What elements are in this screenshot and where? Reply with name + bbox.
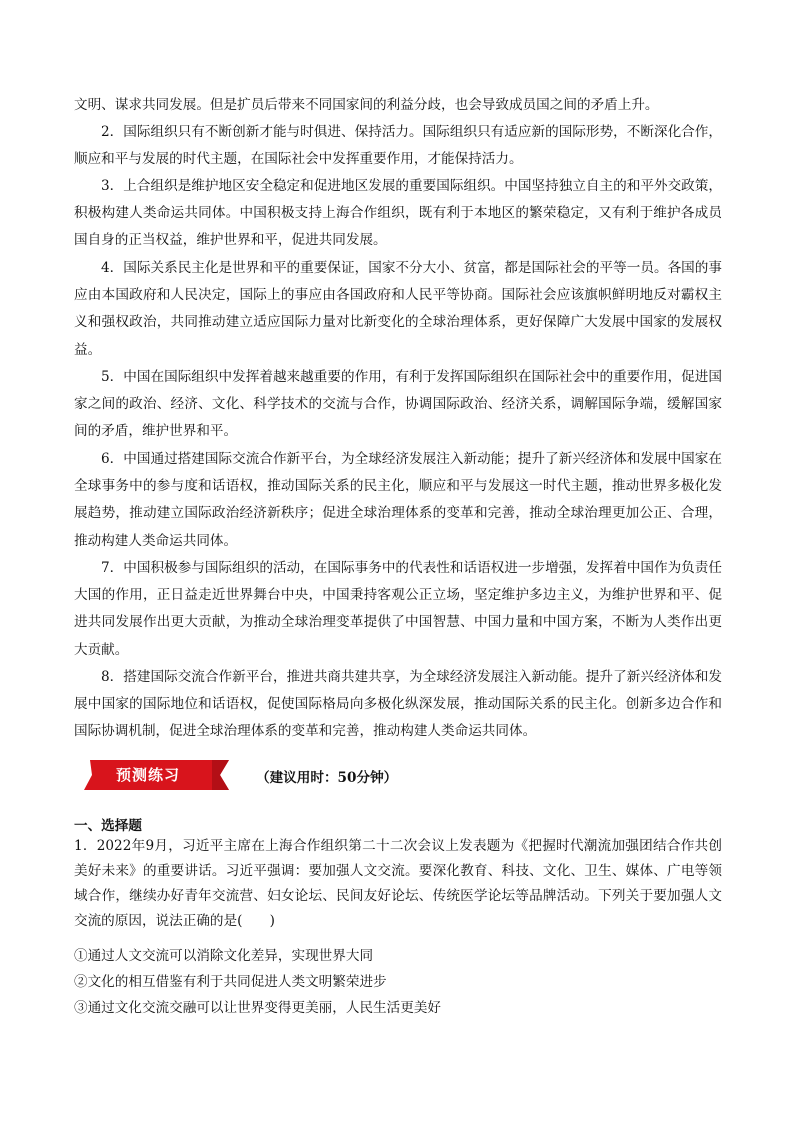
suggested-time-note: （建议用时：50分钟） [256, 770, 398, 786]
answer-paragraph-4: 4．国际关系民主化是世界和平的重要保证，国家不分大小、贫富，都是国际社会的平等一员。各国的事应由本国政府和人民决定，国际上的事应由各国政府和人民平等协商。国际社会应该旗帜鲜明地反对霸权主义和强权政治，共同推动建立适应国际力量对比新变化的全球治理体系，更好保障广大发展中国家的发展权益。 [74, 260, 722, 358]
option-3: ③通过文化交流交融可以让世界变得更美丽，人民生活更美好 [74, 1000, 442, 1016]
answer-paragraph-2: 2．国际组织只有不断创新才能与时俱进、保持活力。国际组织只有适应新的国际形势，不断深化合作，顺应和平与发展的时代主题，在国际社会中发挥重要作用，才能保持活力。 [74, 124, 722, 168]
option-2: ②文化的相互借鉴有利于共同促进人类文明繁荣进步 [74, 974, 387, 990]
answer-paragraph-8: 8．搭建国际交流合作新平台，推进共商共建共享，为全球经济发展注入新动能。提升了新兴经济体和发展中国家的国际地位和话语权，促使国际格局向多极化纵深发展，推动国际关系的民主化。创新多边合作和国际协调机制，促进全球治理体系的变革和完善，推动构建人类命运共同体。 [74, 669, 722, 740]
answer-paragraph-6: 6．中国通过搭建国际交流合作新平台，为全球经济发展注入新动能；提升了新兴经济体和发展中国家在全球事务中的参与度和话语权，推动国际关系的民主化，顺应和平与发展这一时代主题，推动世界多极化发展趋势，推动建立国际政治经济新秩序；促进全球治理体系的变革和完善，推动全球治理更加公正、合理，推动构建人类命运共同体。 [74, 451, 722, 549]
banner-label: 预测练习 [115, 766, 180, 784]
answer-paragraph-3: 3．上合组织是维护地区安全稳定和促进地区发展的重要国际组织。中国坚持独立自主的和平外交政策，积极构建人类命运共同体。中国积极支持上海合作组织，既有利于本地区的繁荣稳定，又有利于维护各成员国自身的正当权益，维护世界和平，促进共同发展。 [74, 178, 722, 249]
option-1: ①通过人文交流可以消除文化差异，实现世界大同 [74, 948, 374, 964]
question-stem: 1．2022年9月，习近平主席在上海合作组织第二十二次会议上发表题为《把握时代潮流加强团结合作共创美好未来》的重要讲话。习近平强调：要加强人文交流。要深化教育、科技、文化、卫生、媒体、广电等领域合作，继续办好青年交流营、妇女论坛、民间友好论坛、传统医学论坛等品牌活动。下列关于要加强人文交流的原因，说法正确的是( ) [74, 838, 722, 929]
section-title: 一、选择题 [74, 818, 142, 834]
paragraph-continuation: 文明、谋求共同发展。但是扩员后带来不同国家间的利益分歧，也会导致成员国之间的矛盾上升。 [74, 97, 659, 113]
answer-paragraph-7: 7．中国积极参与国际组织的活动，在国际事务中的代表性和话语权进一步增强，发挥着中国作为负责任大国的作用，正日益走近世界舞台中央，中国秉持客观公正立场，坚定维护多边主义，为维护世界和平、促进共同发展作出更大贡献，为推动全球治理变革提供了中国智慧、中国力量和中国方案，不断为人类作出更大贡献。 [74, 560, 722, 658]
section-banner [84, 760, 229, 790]
answer-paragraph-5: 5．中国在国际组织中发挥着越来越重要的作用，有利于发挥国际组织在国际社会中的重要作用，促进国家之间的政治、经济、文化、科学技术的交流与合作，协调国际政治、经济关系，调解国际争端，缓解国家间的矛盾，维护世界和平。 [74, 369, 722, 440]
